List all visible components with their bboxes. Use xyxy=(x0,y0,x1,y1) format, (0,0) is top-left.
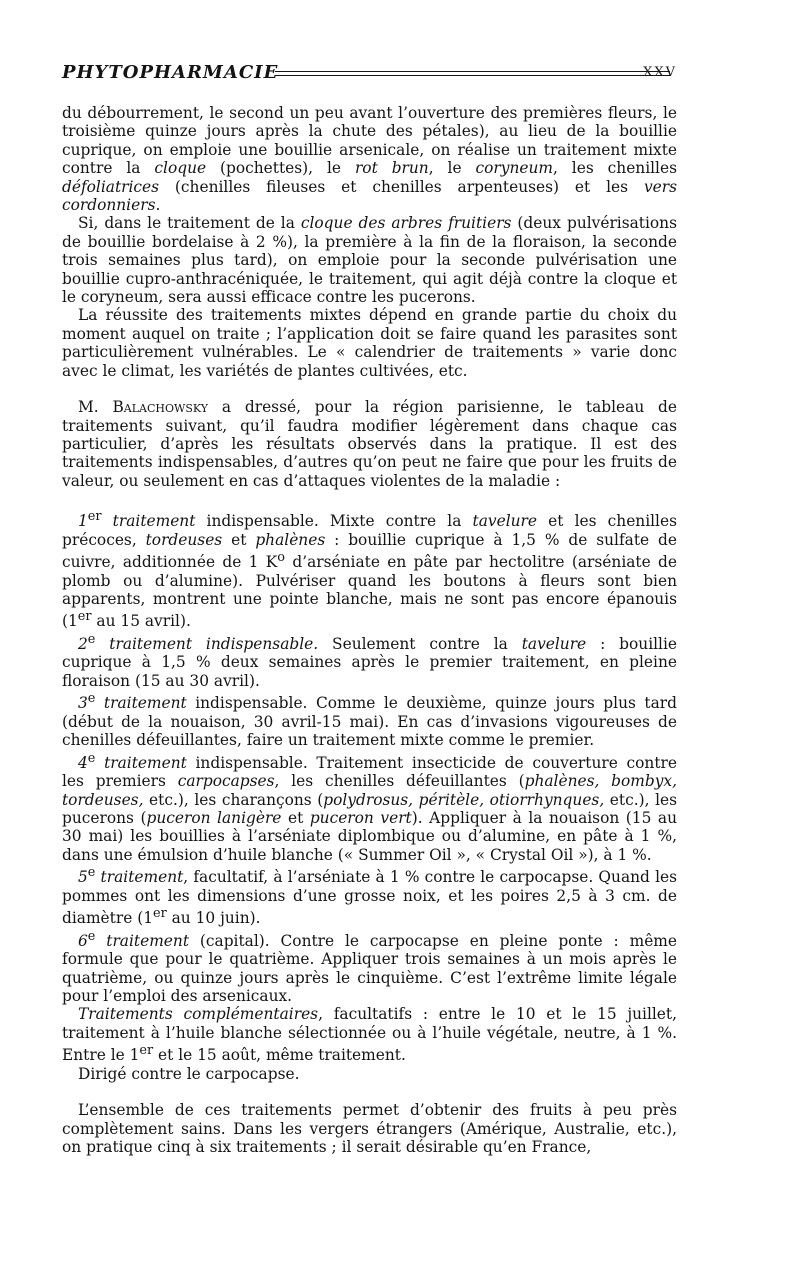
treatment-3: 3e traitement indispensable. Comme le deuxième, quinze jours plus tard (début de la nouaison, 30 avril-15 mai). En cas d’invasions vigoureuses de chenilles défeuillantes, faire un traitement mixte comme le premier. xyxy=(62,691,677,750)
running-title: PHYTOPHARMACIE xyxy=(62,62,279,83)
page-number: XXV xyxy=(643,65,677,80)
body-text xyxy=(62,104,677,1156)
paragraph-4: M. Balachowsky a dressé, pour la région parisienne, le tableau de traitements suivant, qu’il faudra modifier légèrement dans chaque cas particulier, d’après les résultats observés dans la pratique. Il est des traitements indispensables, d’autres qu’on peut ne faire que pour les fruits de valeur, ou seulement en cas d’attaques violentes de la maladie : xyxy=(62,398,678,490)
treatment-4: 4e traitement indispensable. Traitement insecticide de couverture contre les premiers carpocapses, les chenilles défeuillantes (phalènes, bombyx, tordeuses, etc.), les charançons (polydrosus, péritèle, otiorrhynques, etc.), les pucerons (puceron lanigère et puceron vert). Appliquer à la nouaison (15 au 30 mai) les bouillies à l’arséniate diplombique ou d’alumine, en pâte à 1 %, dans une émulsion d’huile blanche (« Summer Oil », « Crystal Oil »), à 1 %. xyxy=(62,750,678,864)
treatment-6: 6e traitement (capital). Contre le carpocapse en pleine ponte : même formule que pour le quatrième. Appliquer trois semaines à un mois après le quatrième, ou quinze jours après le cinquième. C’est l’extrême limite légale pour l’emploi des arsenicaux. xyxy=(62,928,678,1005)
header-rule xyxy=(275,71,670,76)
paragraph-3: La réussite des traitements mixtes dépend en grande partie du choix du moment auquel on traite ; l’application doit se faire quand les parasites sont particulièrement vulnérables. Le « calendrier de traitements » varie donc avec le climat, les variétés de plantes cultivées, etc. xyxy=(62,306,677,380)
treatment-2: 2e traitement indispensable. Seulement contre la tavelure : bouillie cuprique à 1,5 % deux semaines après le premier traitement, en pleine floraison (15 au 30 avril). xyxy=(62,631,677,690)
paragraph-conclusion: L’ensemble de ces traitements permet d’obtenir des fruits à peu près complètement sains. Dans les vergers étrangers (Amérique, Australie, etc.), on pratique cinq à six traitements ; il serait désirable qu’en France, xyxy=(62,1101,677,1156)
paragraph-2: Si, dans le traitement de la cloque des arbres fruitiers (deux pulvérisations de bouillie bordelaise à 2 %), la première à la fin de la floraison, la seconde trois semaines plus tard), on emploie pour la seconde pulvérisation une bouillie cupro-anthracéniquée, le traitement, qui agit déjà contre la cloque et le coryneum, sera aussi efficace contre les pucerons. xyxy=(62,214,677,307)
author-name: Balachowsky xyxy=(112,398,209,417)
treatment-1: 1er traitement indispensable. Mixte contre la tavelure et les chenilles précoces, tordeuses et phalènes : bouillie cuprique à 1,5 % de sulfate de cuivre, additionnée de 1 $K^o$ d’arséniate en pâte par hectolitre (arséniate de plomb ou d’alumine). Pulvériser quand les boutons à fleurs sont bien apparents, montrent une pointe blanche, mais ne sont pas encore épanouis (1er au 15 avril). xyxy=(62,509,677,631)
page-header xyxy=(62,62,677,88)
treatment-note: Dirigé contre le carpocapse. xyxy=(78,1064,300,1083)
treatment-complementary: Traitements complémentaires, facultatifs : entre le 10 et le 15 juillet, traitement à l’huile blanche sélectionnée ou à l’huile végétale, neutre, à 1 %. Entre le 1er et le 15 août, même traitement. xyxy=(62,1005,677,1065)
treatment-5: 5e traitement, facultatif, à l’arséniate à 1 % contre le carpocapse. Quand les pommes ont les dimensions d’une grosse noix, et les poires 2,5 à 3 cm. de diamètre (1er au 10 juin). xyxy=(62,865,677,928)
paragraph-1: du débourrement, le second un peu avant l’ouverture des premières fleurs, le troisième quinze jours après la chute des pétales), au lieu de la bouillie cuprique, on emploie une bouillie arsenicale, on réalise un traitement mixte contre la cloque (pochettes), le rot brun, le coryneum, les chenilles défoliatrices (chenilles fileuses et chenilles arpenteuses) et les vers cordonniers. xyxy=(62,104,677,215)
